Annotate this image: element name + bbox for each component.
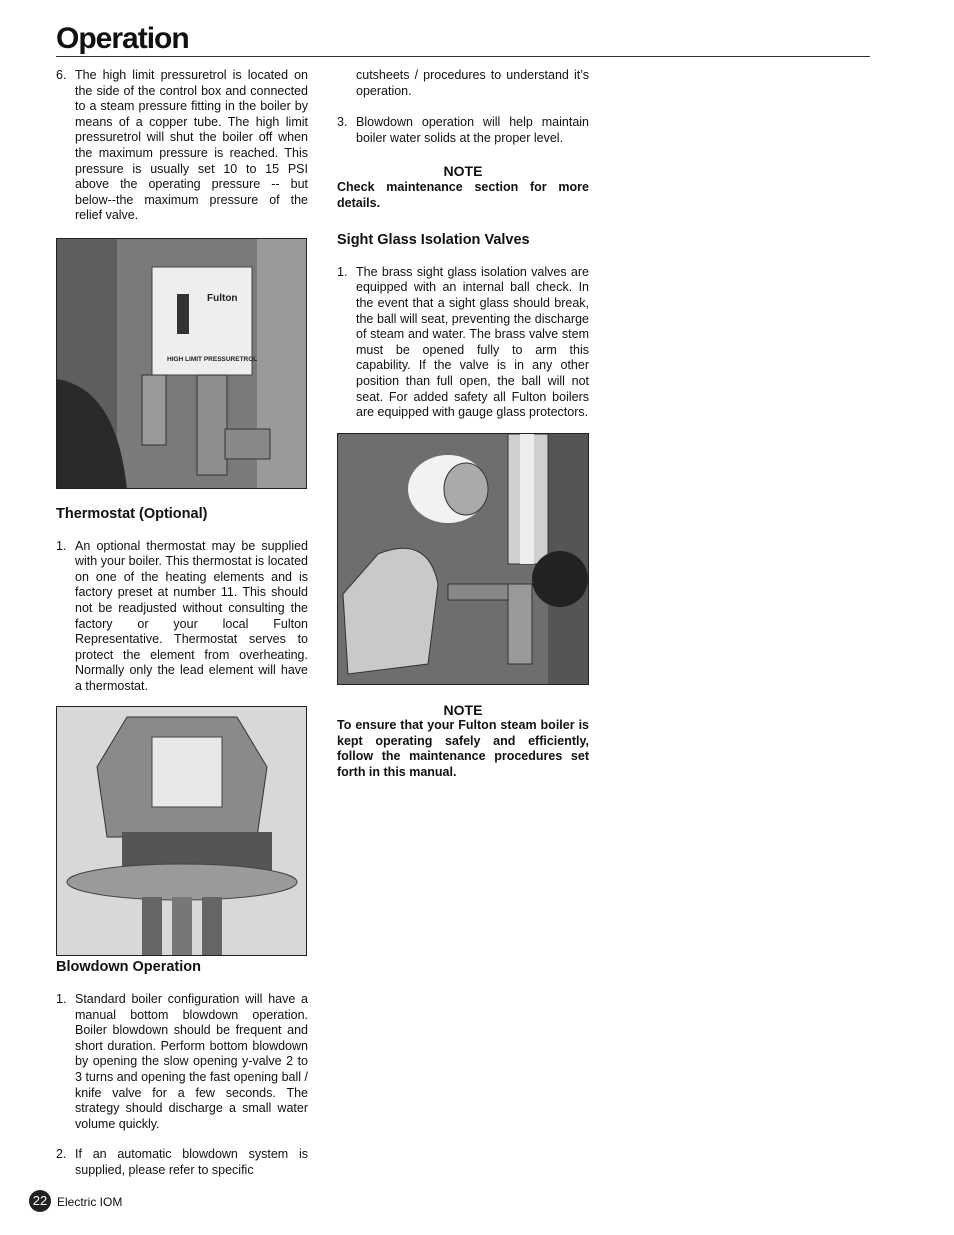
item-text: The high limit pressuretrol is located on the side of the control box and connected to a steam pressure fitting in the boiler by means of a copper tube. The high limit pressuretrol will shut the boiler off when the maximum pressure is reached. This pressure is usually set 10 to 15 PSI above the operating pressure -- but below--the maximum pressure of the relief valve.	[75, 68, 308, 223]
note-title: NOTE	[443, 701, 483, 718]
item-text: The brass sight glass isolation valves are equipped with an internal ball check. In the event that a sight glass should break, the ball will seat, preventing the discharge of steam and water. The brass valve stem must be opened fully to arm this capability. If the valve is in any other position than full open, the ball will not seat. For added safety all Fulton boilers are equipped with gauge glass protectors.	[356, 264, 589, 420]
note-body: Check maintenance section for more details.	[337, 179, 589, 210]
note-body: To ensure that your Fulton steam boiler is kept operating safely and efficiently, follow the maintenance procedures set forth in this manual.	[337, 718, 589, 780]
item-number: 2.	[56, 1147, 67, 1162]
list-item	[337, 115, 589, 146]
list-item	[56, 1147, 308, 1178]
list-item	[56, 68, 308, 224]
item-number: 3.	[337, 115, 348, 130]
page-number-badge: 22	[29, 1190, 51, 1212]
sight-glass-photo	[337, 433, 589, 685]
column-left	[56, 68, 308, 1179]
item-number: 1.	[56, 538, 67, 553]
item-number: 1.	[337, 264, 348, 279]
list-item	[337, 265, 589, 421]
page-title: Operation	[56, 22, 189, 55]
item-text: An optional thermostat may be supplied with your boiler. This thermostat is located on one of the heating elements and is factory preset at number 11. This should not be readjusted without consulting the factory or your local Fulton Representative. Thermostat serves to protect the element from overheating. Normally only the lead element will have a thermostat.	[75, 538, 308, 693]
header-rule	[56, 56, 870, 57]
photo-label: HIGH LIMIT PRESSURETROL	[167, 355, 258, 363]
list-item	[56, 539, 308, 695]
continued-text: cutsheets / procedures to understand it’s operation.	[356, 68, 589, 98]
item-text: Standard boiler configuration will have a manual bottom blowdown operation. Boiler blowdown should be frequent and short duration. Perform bottom blowdown by opening the slow opening y-valve 2 to 3 turns and opening the fast opening ball / knife valve for a few seconds. The strategy should discharge a small water volume quickly.	[75, 992, 308, 1131]
sight-glass-heading: Sight Glass Isolation Valves	[337, 232, 530, 249]
blowdown-heading: Blowdown Operation	[56, 959, 201, 976]
item-text: If an automatic blowdown system is supplied, please refer to specific	[75, 1147, 308, 1177]
note-title: NOTE	[443, 163, 483, 180]
column-middle	[337, 68, 589, 781]
thermostat-photo	[56, 706, 307, 956]
pressuretrol-photo	[56, 238, 307, 489]
footer-doc-name: Electric IOM	[57, 1195, 123, 1209]
item-number: 6.	[56, 68, 67, 82]
photo-brand: Fulton	[207, 292, 238, 304]
list-item	[56, 992, 308, 1132]
item-number: 1.	[56, 992, 67, 1007]
thermostat-heading: Thermostat (Optional)	[56, 505, 208, 522]
item-text: Blowdown operation will help maintain boiler water solids at the proper level.	[356, 115, 589, 145]
